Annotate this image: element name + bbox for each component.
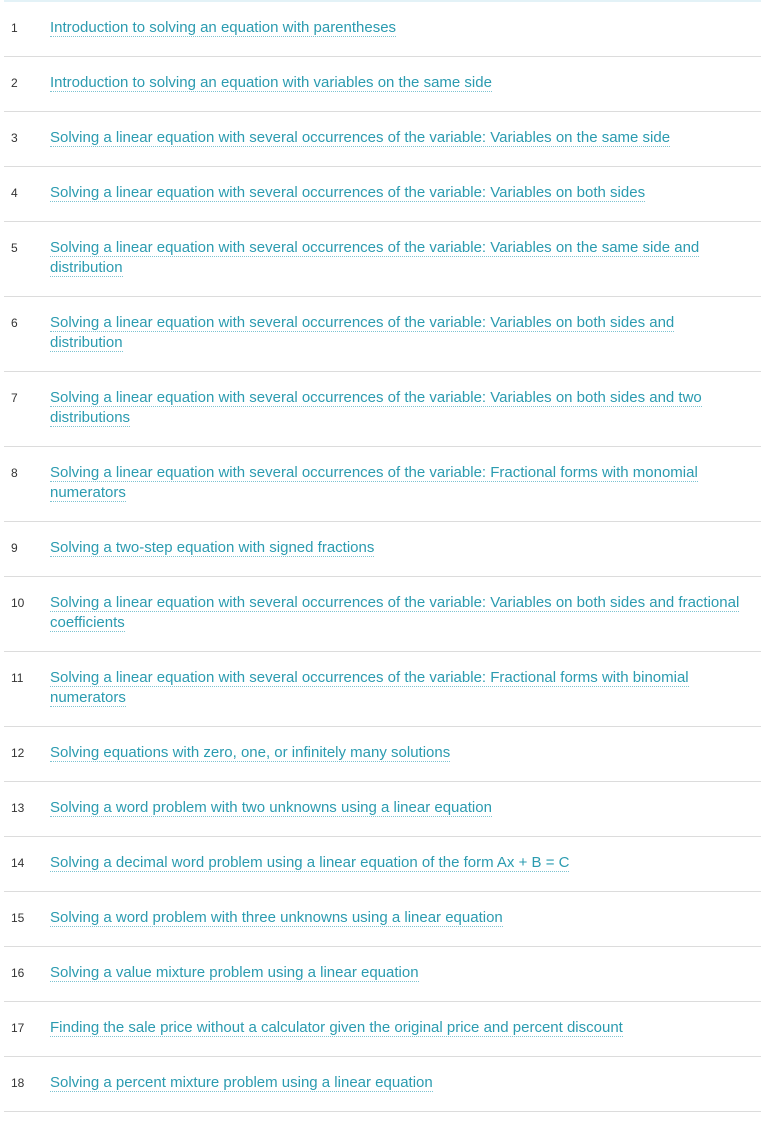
- topic-link[interactable]: [50, 73, 761, 93]
- topic-row: [4, 57, 761, 112]
- topic-link-text[interactable]: Finding the sale price without a calculator given the original price and percent discount: [50, 1019, 623, 1036]
- topic-link[interactable]: [50, 463, 761, 503]
- topic-number: 16: [11, 966, 25, 980]
- topic-number: 14: [11, 856, 25, 870]
- topic-link-text[interactable]: Solving a linear equation with several occurrences of the variable: Variables on both sides: [50, 184, 646, 201]
- topic-number: 7: [11, 391, 18, 405]
- topic-number: 13: [11, 801, 25, 815]
- topic-link[interactable]: [50, 908, 761, 928]
- topic-number: 4: [11, 186, 18, 200]
- topic-number: 8: [11, 466, 18, 480]
- topic-link-text[interactable]: Solving a linear equation with several occurrences of the variable: Variables on both sides and distribution: [50, 314, 675, 351]
- topic-number: 12: [11, 746, 25, 760]
- topic-row: [4, 372, 761, 447]
- topic-link-text[interactable]: Solving a linear equation with several occurrences of the variable: Variables on both sides and two distributions: [50, 389, 702, 426]
- topic-row: [4, 727, 761, 782]
- topic-number: 6: [11, 316, 18, 330]
- topic-row: [4, 1002, 761, 1057]
- topic-row: [4, 447, 761, 522]
- topic-number: 3: [11, 131, 18, 145]
- topic-row: [4, 167, 761, 222]
- topic-link-text[interactable]: Solving a value mixture problem using a linear equation: [50, 964, 419, 981]
- topic-row: [4, 947, 761, 1002]
- topic-link[interactable]: [50, 668, 761, 708]
- topic-row: [4, 297, 761, 372]
- topic-link-text[interactable]: Solving a linear equation with several occurrences of the variable: Fractional forms with monomial numerators: [50, 464, 698, 501]
- topic-row: [4, 577, 761, 652]
- topic-list: [4, 0, 761, 1112]
- topic-link[interactable]: [50, 1073, 761, 1093]
- topic-number: 10: [11, 596, 25, 610]
- topic-link-text[interactable]: Solving a linear equation with several occurrences of the variable: Variables on both sides and fractional coefficients: [50, 594, 740, 631]
- topic-number: 9: [11, 541, 18, 555]
- topic-link[interactable]: [50, 853, 761, 873]
- topic-link[interactable]: [50, 238, 761, 278]
- topic-link-text[interactable]: Solving a linear equation with several occurrences of the variable: Fractional forms with binomial numerators: [50, 669, 689, 706]
- topic-link[interactable]: [50, 798, 761, 818]
- topic-link-text[interactable]: Solving a word problem with two unknowns using a linear equation: [50, 799, 492, 816]
- topic-link[interactable]: [50, 538, 761, 558]
- topic-link[interactable]: [50, 128, 761, 148]
- topic-number: 11: [11, 671, 24, 685]
- topic-link[interactable]: [50, 593, 761, 633]
- topic-number: 15: [11, 911, 25, 925]
- topic-link-text[interactable]: Solving a two-step equation with signed fractions: [50, 539, 375, 556]
- topic-link[interactable]: [50, 1018, 761, 1038]
- topic-link-text[interactable]: Solving a decimal word problem using a linear equation of the form Ax + B = C: [50, 854, 570, 871]
- topic-link-text[interactable]: Solving a linear equation with several occurrences of the variable: Variables on the same side: [50, 129, 671, 146]
- topic-number: 17: [11, 1021, 25, 1035]
- topic-number: 5: [11, 241, 18, 255]
- topic-row: [4, 837, 761, 892]
- topic-number: 18: [11, 1076, 25, 1090]
- topic-link[interactable]: [50, 18, 761, 38]
- topic-link[interactable]: [50, 183, 761, 203]
- topic-link-text[interactable]: Solving a percent mixture problem using a linear equation: [50, 1074, 433, 1091]
- topic-row: [4, 2, 761, 57]
- topic-row: [4, 652, 761, 727]
- topic-number: 1: [11, 21, 18, 35]
- topic-link[interactable]: [50, 388, 761, 428]
- topic-row: [4, 222, 761, 297]
- topic-link-text[interactable]: Solving a linear equation with several occurrences of the variable: Variables on the same side and distribution: [50, 239, 700, 276]
- topic-link-text[interactable]: Introduction to solving an equation with parentheses: [50, 19, 397, 36]
- topic-link-text[interactable]: Introduction to solving an equation with variables on the same side: [50, 74, 492, 91]
- topic-number: 2: [11, 76, 18, 90]
- topic-row: [4, 782, 761, 837]
- topic-row: [4, 892, 761, 947]
- topic-link[interactable]: [50, 963, 761, 983]
- topic-link[interactable]: [50, 313, 761, 353]
- topic-row: [4, 1057, 761, 1112]
- topic-row: [4, 112, 761, 167]
- topic-row: [4, 522, 761, 577]
- topic-link[interactable]: [50, 743, 761, 763]
- topic-link-text[interactable]: Solving a word problem with three unknowns using a linear equation: [50, 909, 503, 926]
- topic-link-text[interactable]: Solving equations with zero, one, or infinitely many solutions: [50, 744, 451, 761]
